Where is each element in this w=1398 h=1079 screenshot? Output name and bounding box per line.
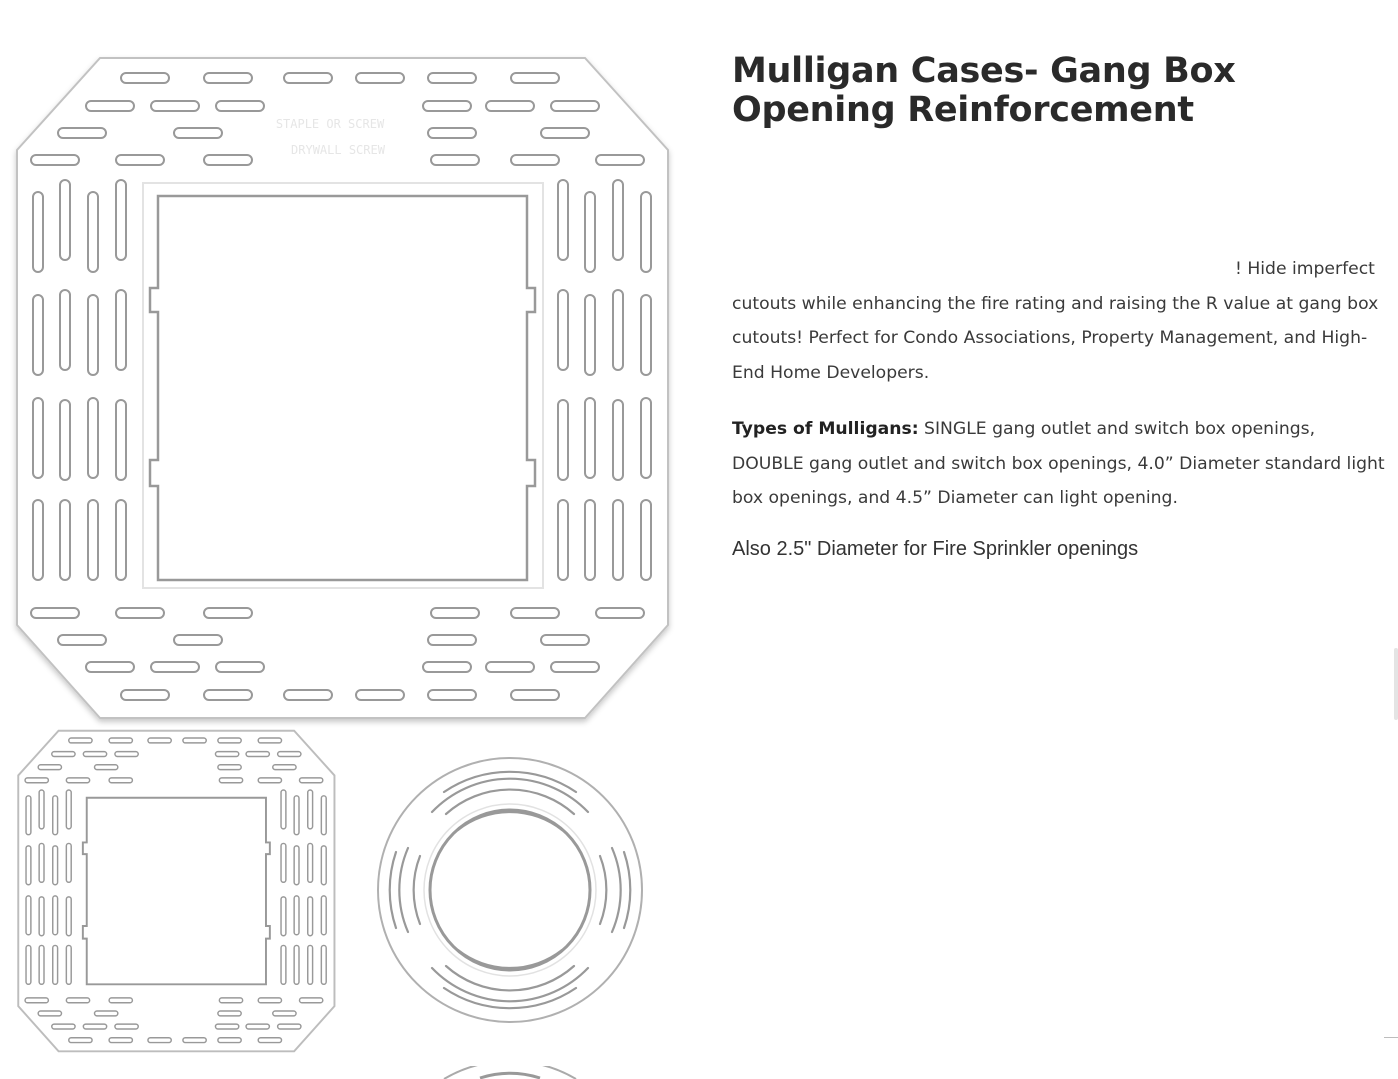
mulligan-types (732, 412, 1387, 516)
edge-divider (1384, 1037, 1398, 1038)
product-description: ! Hide imperfect cutouts while enhancing the fire rating and raising the R value at gang box cutouts! Perfect for Condo Associations, Property Management, and High-End Home Developers. (732, 259, 1379, 383)
round-plate-image[interactable] (372, 752, 648, 1028)
plate-imprint: STAPLE OR SCREW (275, 117, 385, 131)
small-plate-image[interactable] (10, 722, 350, 1062)
large-plate-image[interactable] (0, 40, 700, 740)
scrollbar[interactable] (1394, 648, 1398, 720)
product-title: Mulligan Cases- Gang Box Opening Reinforcement (732, 51, 1236, 130)
next-plate-image[interactable] (440, 1066, 580, 1079)
product-info (732, 51, 1387, 560)
types-label: Types of Mulligans: (732, 419, 919, 439)
sprinkler-note: Also 2.5" Diameter for Fire Sprinkler openings (732, 538, 1139, 560)
svg-text:DRYWALL SCREW: DRYWALL SCREW (291, 143, 385, 157)
types-text: SINGLE gang outlet and switch box openings, DOUBLE gang outlet and switch box openings, 4.0” Diameter standard light box openings, and 4.5” Diameter can light opening. (732, 419, 1385, 508)
